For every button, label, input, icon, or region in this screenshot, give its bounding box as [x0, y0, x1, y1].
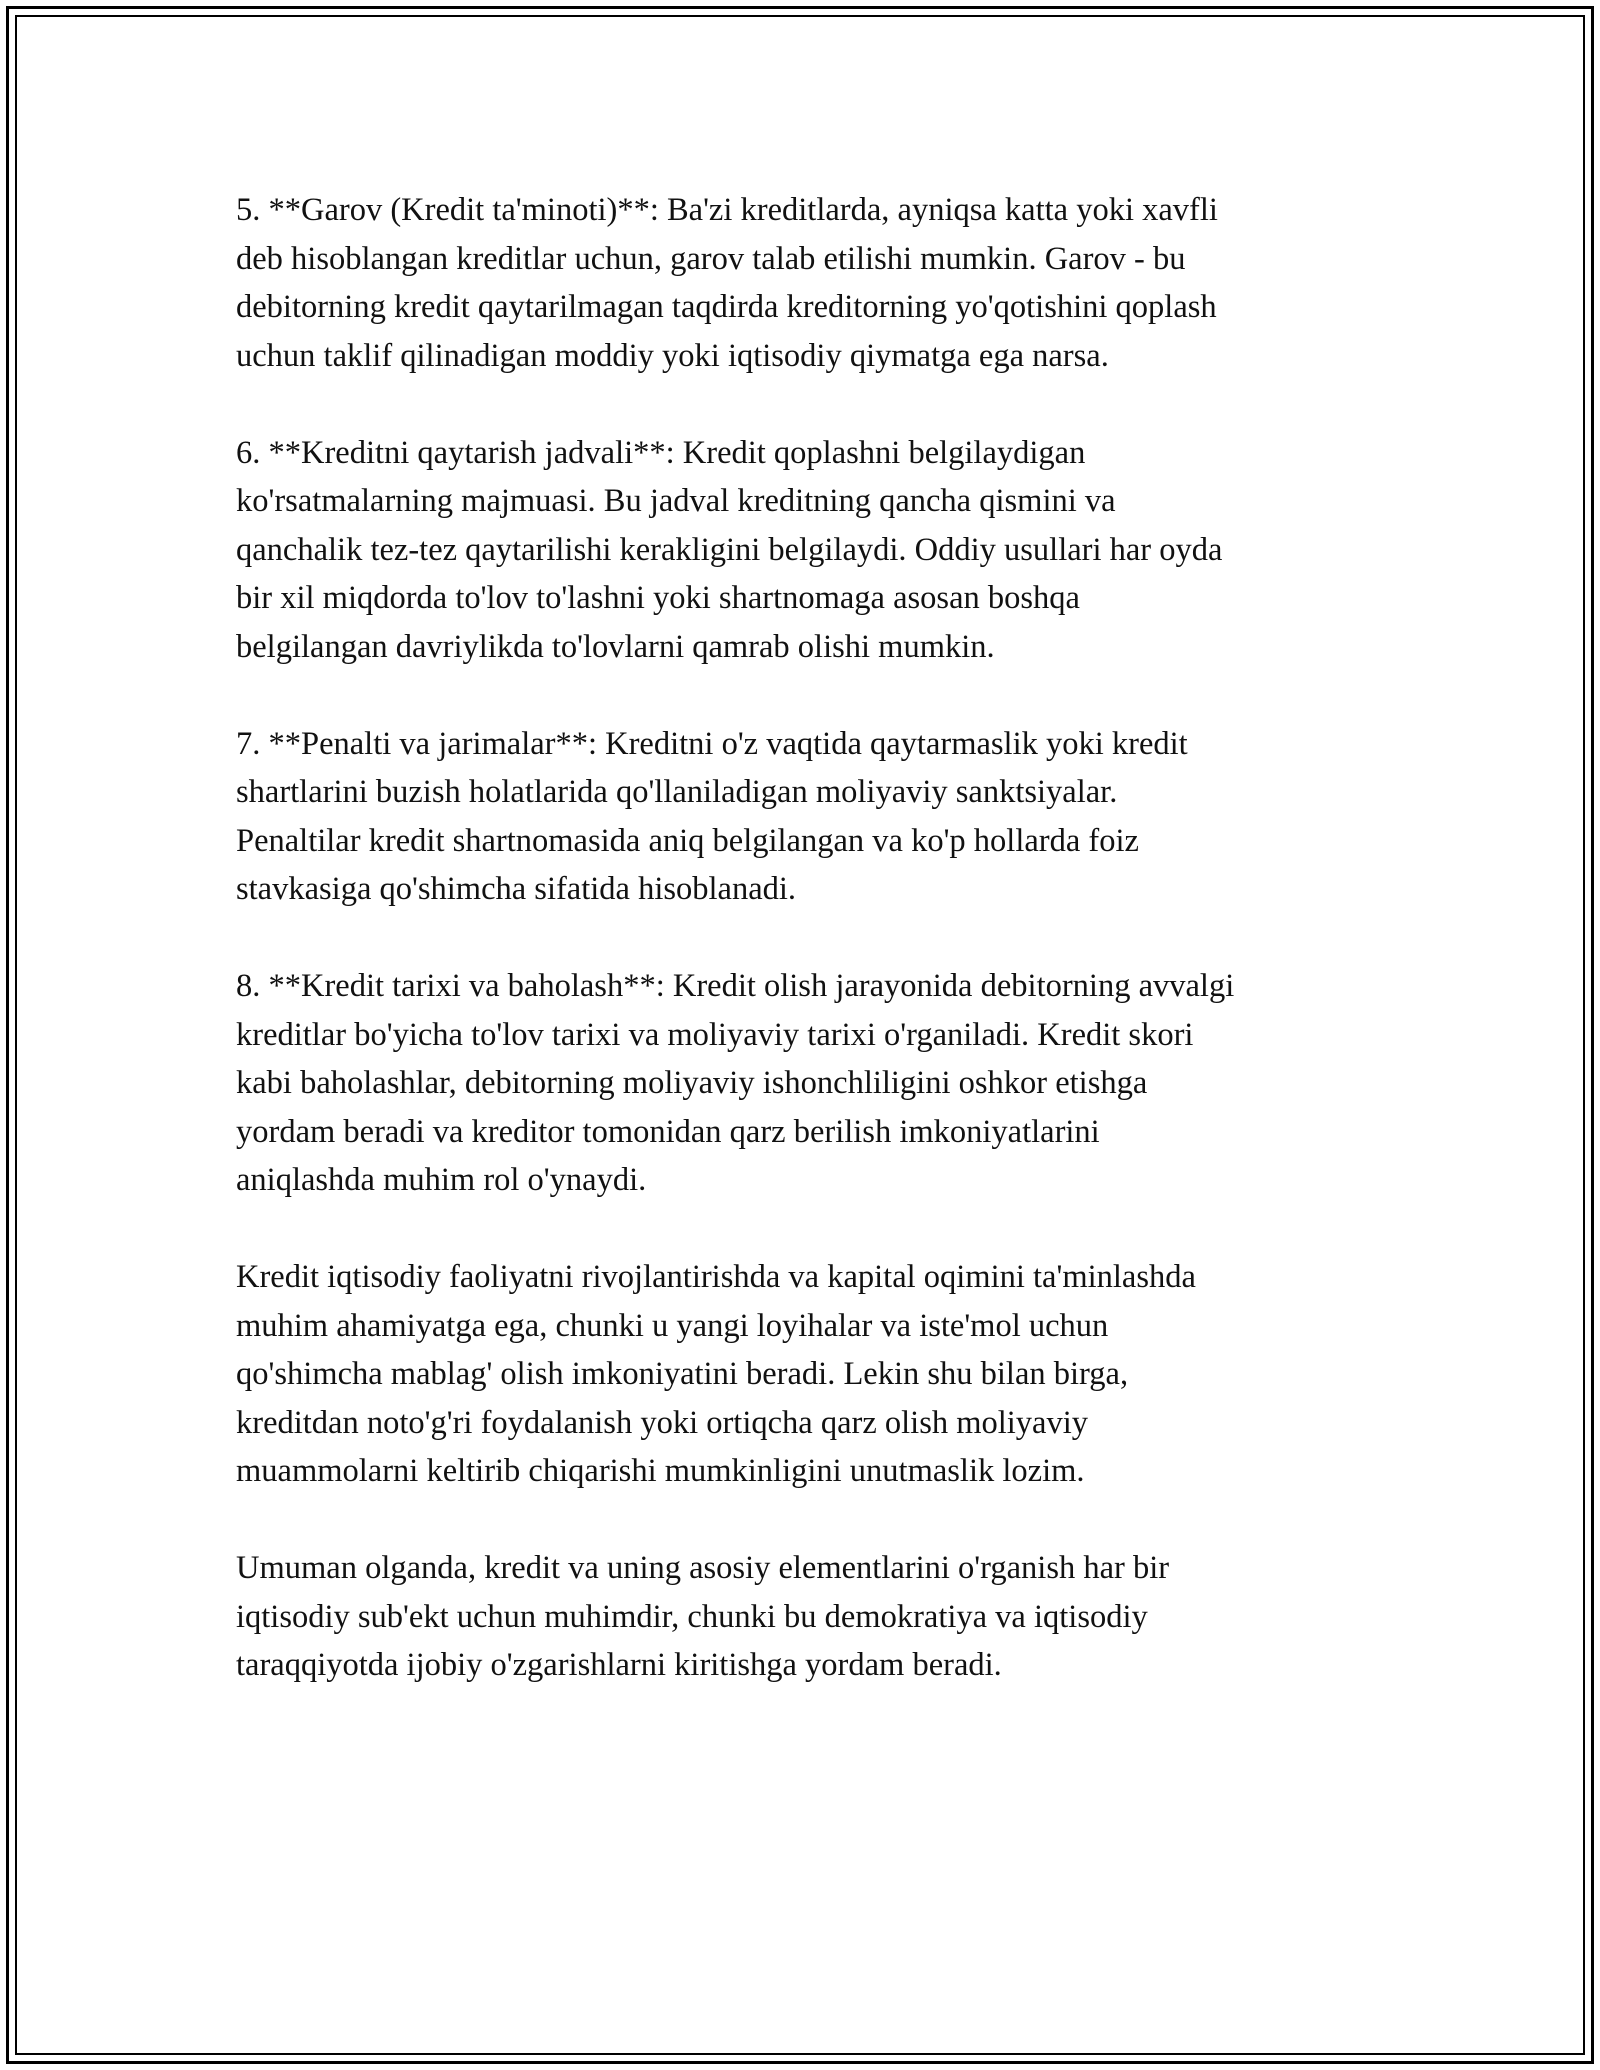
paragraph-credit-history: 8. **Kredit tarixi va baholash**: Kredit olish jarayonida debitorning avvalgi kreditlar bo'yicha to'lov tarixi va moliyaviy tarixi o'rganiladi. Kredit skori kabi baholashlar, debitorning moliyaviy ishonchliligini oshkor etishga yordam beradi va kreditor tomonidan qarz berilish imkoniyatlarini aniqlashda muhim rol o'ynaydi. [236, 968, 1235, 1198]
paragraph-collateral: 5. **Garov (Kredit ta'minoti)**: Ba'zi kreditlarda, ayniqsa katta yoki xavfli deb hisoblangan kreditlar uchun, garov talab etilishi mumkin. Garov - bu debitorning kredit qaytarilmagan taqdirda kreditorning yo'qotishini qoplash uchun taklif qilinadigan moddiy yoki iqtisodiy qiymatga ega narsa. [236, 192, 1218, 374]
paragraph-credit-importance: Kredit iqtisodiy faoliyatni rivojlantirishda va kapital oqimini ta'minlashda muhim ahamiyatga ega, chunki u yangi loyihalar va iste'mol uchun qo'shimcha mablag' olish imkoniyatini beradi. Lekin shu bilan birga, kreditdan noto'g'ri foydalanish yoki ortiqcha qarz olish moliyaviy muammolarni keltirib chiqarishi mumkinligini unutmaslik lozim. [236, 1259, 1196, 1489]
paragraph-repayment-schedule: 6. **Kreditni qaytarish jadvali**: Kredit qoplashni belgilaydigan ko'rsatmalarning majmuasi. Bu jadval kreditning qancha qismini va qanchalik tez-tez qaytarilishi kerakligini belgilaydi. Oddiy usullari har oyda bir xil miqdorda to'lov to'lashni yoki shartnomaga asosan boshqa belgilangan davriylikda to'lovlarni qamrab olishi mumkin. [236, 434, 1223, 665]
document-body [236, 186, 1376, 1738]
paragraph-conclusion: Umuman olganda, kredit va uning asosiy elementlarini o'rganish har bir iqtisodiy sub'ekt uchun muhimdir, chunki bu demokratiya va iqtisodiy taraqqiyotda ijobiy o'zgarishlarni kiritishga yordam beradi. [236, 1550, 1170, 1683]
paragraph-penalties: 7. **Penalti va jarimalar**: Kreditni o'z vaqtida qaytarmaslik yoki kredit shartlarini buzish holatlarida qo'llaniladigan moliyaviy sanktsiyalar. Penaltilar kredit shartnomasida aniq belgilangan va ko'p hollarda foiz stavkasiga qo'shimcha sifatida hisoblanadi. [236, 725, 1188, 907]
